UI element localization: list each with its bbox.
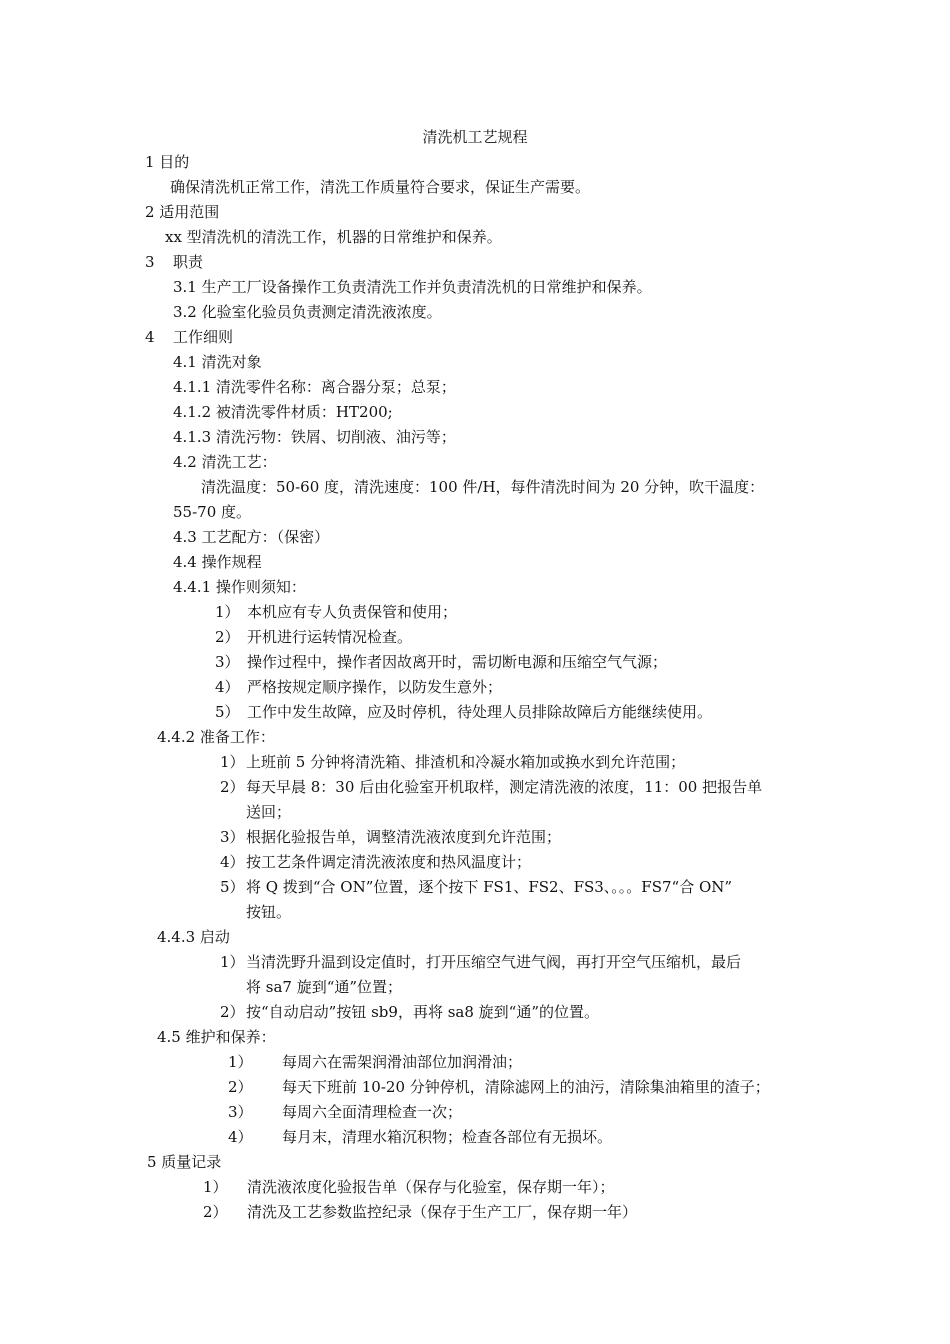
list-item xyxy=(220,752,685,772)
list-item xyxy=(220,952,741,972)
list-item xyxy=(215,652,667,672)
list-item-number: 1） xyxy=(215,603,240,621)
list-item xyxy=(220,877,732,897)
list-item-number: 1） xyxy=(220,953,245,971)
list-item-continuation: 送回； xyxy=(246,803,292,821)
list-item-text: 工作中发生故障，应及时停机，待处理人员排除故障后方能继续使用。 xyxy=(247,703,713,721)
list-item-text: 每周六全面清理检查一次； xyxy=(282,1103,463,1121)
section-4-1-2: 4.1.2 被清洗零件材质：HT200; xyxy=(173,403,393,421)
section-4-1-3: 4.1.3 清洗污物：铁屑、切削液、油污等； xyxy=(173,428,456,446)
list-item xyxy=(203,1202,637,1222)
list-item-text: 将 Q 拨到“合 ON”位置，逐个按下 FS1、FS2、FS3、。。。FS7“合 ON” xyxy=(246,878,733,896)
list-item xyxy=(228,1127,612,1147)
list-item-text: 清洗液浓度化验报告单（保存与化验室，保存期一年）； xyxy=(247,1178,615,1196)
section-4-1: 4.1 清洗对象 xyxy=(173,353,262,371)
list-item-text: 每天早晨 8：30 后由化验室开机取样，测定清洗液的浓度，11：00 把报告单 xyxy=(246,778,763,796)
section-3-title: 职责 xyxy=(173,253,204,271)
section-5-heading: 5 质量记录 xyxy=(147,1153,222,1171)
list-item xyxy=(220,827,561,847)
list-item-number: 2） xyxy=(215,628,240,646)
list-item-text: 当清洗野升温到设定值时，打开压缩空气进气阀，再打开空气压缩机，最后 xyxy=(246,953,742,971)
section-4-number: 4 xyxy=(145,328,155,346)
section-2-text: xx 型清洗机的清洗工作，机器的日常维护和保养。 xyxy=(165,228,502,246)
section-3-number: 3 xyxy=(145,253,155,271)
list-item xyxy=(220,852,531,872)
list-item-number: 1） xyxy=(203,1178,228,1196)
section-2-heading: 2 适用范围 xyxy=(145,203,220,221)
list-item-number: 2） xyxy=(220,778,245,796)
list-item xyxy=(220,1002,599,1022)
section-4-title: 工作细则 xyxy=(173,328,234,346)
list-item-text: 上班前 5 分钟将清洗箱、排渣机和冷凝水箱加或换水到允许范围； xyxy=(246,753,686,771)
list-item-text: 本机应有专人负责保管和使用； xyxy=(247,603,458,621)
list-item-text: 根据化验报告单，调整清洗液浓度到允许范围； xyxy=(246,828,562,846)
list-item-number: 2） xyxy=(220,1003,245,1021)
section-4-4-2: 4.4.2 准备工作： xyxy=(157,728,275,746)
list-item-text: 开机进行运转情况检查。 xyxy=(247,628,413,646)
section-4-4: 4.4 操作规程 xyxy=(173,553,262,571)
list-item-number: 3） xyxy=(228,1103,253,1121)
list-item-text: 每月末，清理水箱沉积物；检查各部位有无损坏。 xyxy=(282,1128,613,1146)
list-item-text: 每天下班前 10-20 分钟停机，清除滤网上的油污，清除集油箱里的渣子； xyxy=(282,1078,770,1096)
list-item-number: 4） xyxy=(220,853,245,871)
section-4-4-3: 4.4.3 启动 xyxy=(157,928,230,946)
list-item-number: 4） xyxy=(228,1128,253,1146)
list-item-text: 按“自动启动”按钮 sb9，再将 sa8 旋到“通”的位置。 xyxy=(246,1003,600,1021)
section-4-4-1: 4.4.1 操作则须知： xyxy=(173,578,306,596)
list-item-number: 2） xyxy=(203,1203,228,1221)
list-item xyxy=(228,1052,522,1072)
list-item-number: 5） xyxy=(220,878,245,896)
list-item-number: 3） xyxy=(215,653,240,671)
section-4-3: 4.3 工艺配方：（保密） xyxy=(173,528,330,546)
section-3-2: 3.2 化验室化验员负责测定清洗液浓度。 xyxy=(173,303,442,321)
list-item-text: 每周六在需架润滑油部位加润滑油； xyxy=(282,1053,523,1071)
document-title: 清洗机工艺规程 xyxy=(422,128,528,146)
list-item-continuation: 将 sa7 旋到“通”位置； xyxy=(246,978,403,996)
section-3-1: 3.1 生产工厂设备操作工负责清洗工作并负责清洗机的日常维护和保养。 xyxy=(173,278,652,296)
list-item-number: 1） xyxy=(228,1053,253,1071)
list-item xyxy=(215,602,457,622)
section-4-heading xyxy=(145,327,233,347)
list-item xyxy=(215,627,412,647)
list-item-number: 3） xyxy=(220,828,245,846)
section-1-heading: 1 目的 xyxy=(145,153,190,171)
list-item-number: 2） xyxy=(228,1078,253,1096)
section-4-2: 4.2 清洗工艺： xyxy=(173,453,277,471)
list-item-number: 1） xyxy=(220,753,245,771)
list-item xyxy=(220,777,762,797)
list-item-continuation: 按钮。 xyxy=(246,903,292,921)
section-3-heading xyxy=(145,252,203,272)
list-item-text: 操作过程中，操作者因故离开时，需切断电源和压缩空气气源； xyxy=(247,653,668,671)
section-4-5: 4.5 维护和保养： xyxy=(157,1028,276,1046)
section-1-text: 确保清洗机正常工作，清洗工作质量符合要求，保证生产需要。 xyxy=(170,178,591,196)
list-item-text: 清洗及工艺参数监控纪录（保存于生产工厂，保存期一年） xyxy=(247,1203,638,1221)
list-item-text: 严格按规定顺序操作，以防发生意外； xyxy=(247,678,503,696)
list-item-text: 按工艺条件调定清洗液浓度和热风温度计； xyxy=(246,853,532,871)
list-item xyxy=(228,1077,770,1097)
list-item xyxy=(228,1102,462,1122)
list-item-number: 5） xyxy=(215,703,240,721)
section-4-2-text-line-1: 清洗温度：50-60 度，清洗速度：100 件/H，每件清洗时间为 20 分钟，吹干温度： xyxy=(201,478,765,496)
list-item xyxy=(215,702,712,722)
list-item-number: 4） xyxy=(215,678,240,696)
list-item xyxy=(203,1177,615,1197)
section-4-2-text-line-2: 55-70 度。 xyxy=(173,503,252,521)
list-item xyxy=(215,677,502,697)
section-4-1-1: 4.1.1 清洗零件名称：离合器分泵；总泵； xyxy=(173,378,456,396)
